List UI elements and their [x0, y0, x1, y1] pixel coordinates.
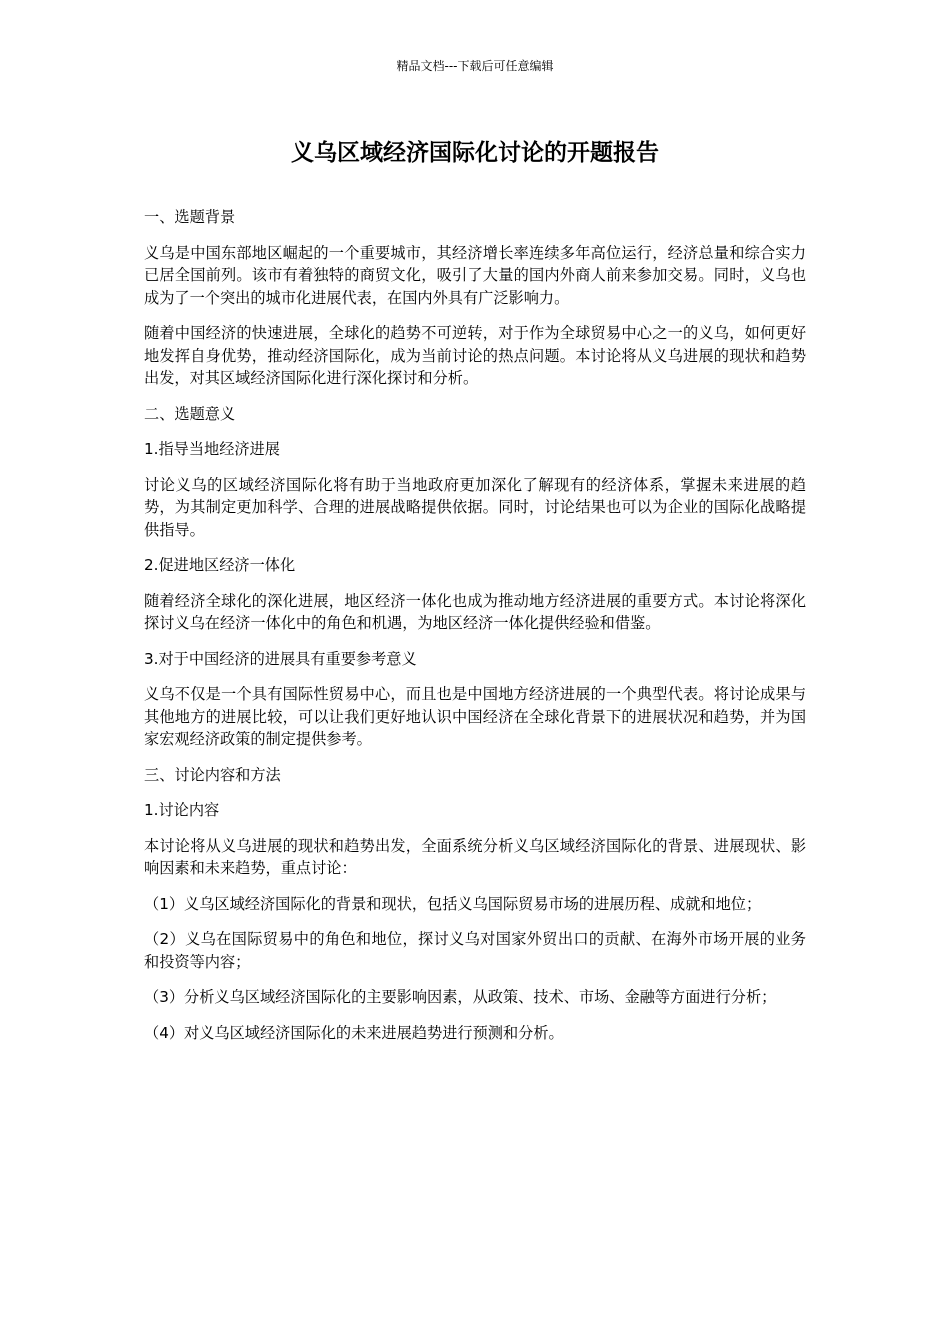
section-heading-background: 一、选题背景 [144, 208, 236, 226]
section-heading-content-methods: 三、讨论内容和方法 [144, 765, 281, 784]
document-body [144, 206, 806, 1057]
subheading-national-reference: 3.对于中国经济的进展具有重要参考意义 [144, 649, 417, 668]
list-item: （4）对义乌区域经济国际化的未来进展趋势进行预测和分析。 [144, 1023, 564, 1042]
paragraph-background-2: 随着中国经济的快速进展，全球化的趋势不可逆转，对于作为全球贸易中心之一的义乌，如何更好地发挥自身优势，推动经济国际化，成为当前讨论的热点问题。本讨论将从义乌进展的现状和趋势出发，对其区域经济国际化进行深化探讨和分析。 [144, 324, 806, 387]
paragraph-local-economy: 讨论义乌的区域经济国际化将有助于当地政府更加深化了解现有的经济体系，掌握未来进展的趋势，为其制定更加科学、合理的进展战略提供依据。同时，讨论结果也可以为企业的国际化战略提供指导。 [144, 475, 806, 539]
document-title: 义乌区域经济国际化讨论的开题报告 [291, 140, 659, 166]
header-note: 精品文档---下载后可任意编辑 [396, 59, 554, 73]
subheading-local-economy: 1.指导当地经济进展 [144, 440, 280, 458]
paragraph-research-content: 本讨论将从义乌进展的现状和趋势出发，全面系统分析义乌区域经济国际化的背景、进展现状、影响因素和未来趋势，重点讨论： [144, 836, 806, 877]
paragraph-regional-integration: 随着经济全球化的深化进展，地区经济一体化也成为推动地方经济进展的重要方式。本讨论将深化探讨义乌在经济一体化中的角色和机遇，为地区经济一体化提供经验和借鉴。 [144, 591, 806, 632]
subheading-regional-integration: 2.促进地区经济一体化 [144, 556, 296, 574]
paragraph-national-reference: 义乌不仅是一个具有国际性贸易中心，而且也是中国地方经济进展的一个典型代表。将讨论成果与其他地方的进展比较，可以让我们更好地认识中国经济在全球化背景下的进展状况和趋势，并为国家宏观经济政策的制定提供参考。 [144, 685, 806, 748]
list-item: （2）义乌在国际贸易中的角色和地位，探讨义乌对国家外贸出口的贡献、在海外市场开展的业务和投资等内容； [144, 930, 806, 971]
subheading-research-content: 1.讨论内容 [144, 801, 220, 819]
list-item: （3）分析义乌区域经济国际化的主要影响因素，从政策、技术、市场、金融等方面进行分析； [144, 988, 777, 1006]
paragraph-background-1: 义乌是中国东部地区崛起的一个重要城市，其经济增长率连续多年高位运行，经济总量和综合实力已居全国前列。该市有着独特的商贸文化，吸引了大量的国内外商人前来参加交易。同时，义乌也成为了一个突出的城市化进展代表，在国内外具有广泛影响力。 [144, 243, 806, 307]
list-item: （1）义乌区域经济国际化的背景和现状，包括义乌国际贸易市场的进展历程、成就和地位； [144, 894, 762, 913]
section-heading-significance: 二、选题意义 [144, 404, 236, 423]
